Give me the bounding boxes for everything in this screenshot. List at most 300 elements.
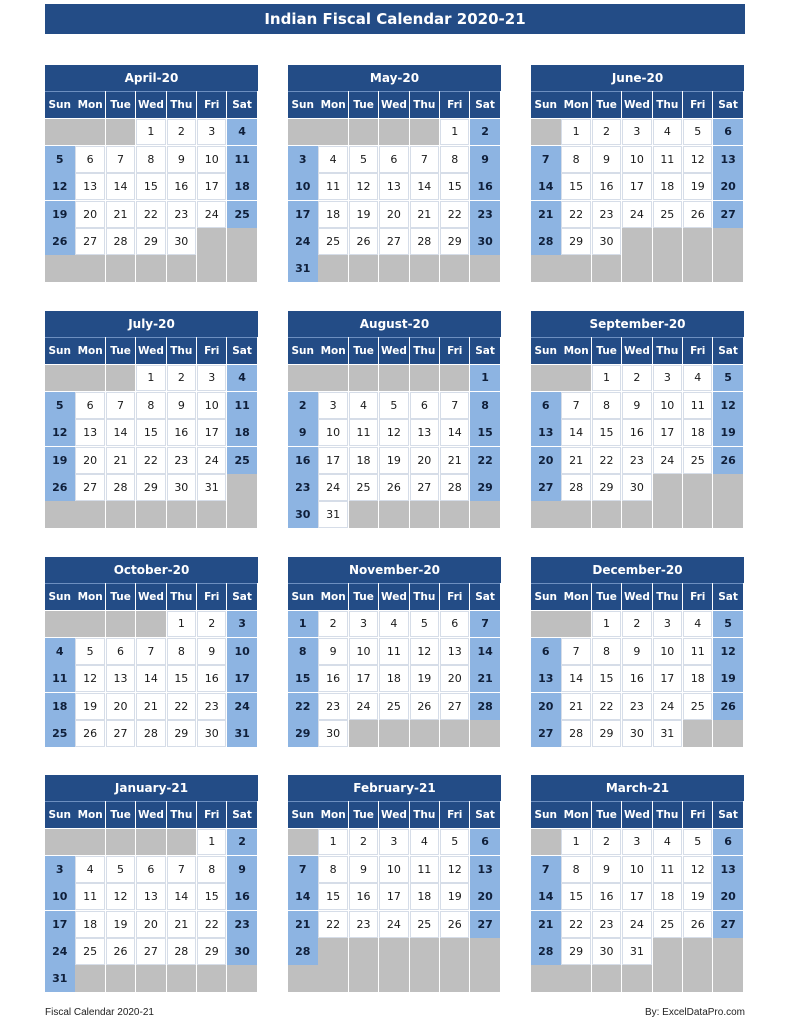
day-cell: 10 [197, 146, 227, 173]
day-cell: 27 [470, 911, 500, 938]
day-cell: 23 [288, 474, 318, 501]
day-cell: 19 [410, 665, 440, 692]
day-cell: 16 [288, 447, 318, 474]
day-cell: 31 [197, 474, 227, 501]
day-cell: 20 [531, 693, 561, 720]
day-cell: 7 [106, 392, 136, 419]
empty-day-cell [106, 255, 136, 282]
day-cell: 3 [197, 365, 227, 392]
empty-day-cell [561, 255, 591, 282]
day-cell: 9 [288, 419, 318, 446]
empty-day-cell [318, 965, 348, 992]
empty-day-cell [45, 611, 75, 638]
day-cell: 3 [653, 365, 683, 392]
day-cell: 18 [75, 911, 105, 938]
weekday-header-row [45, 583, 258, 610]
day-cell: 28 [288, 938, 318, 965]
day-cell: 13 [75, 419, 105, 446]
day-cell: 18 [227, 419, 257, 446]
day-cell: 2 [197, 611, 227, 638]
day-cell: 17 [379, 883, 409, 910]
day-cell: 8 [136, 392, 166, 419]
month-calendar [531, 311, 744, 528]
week-row [288, 828, 501, 855]
empty-day-cell [349, 720, 379, 747]
empty-day-cell [106, 119, 136, 146]
day-cell: 12 [45, 173, 75, 200]
day-cell: 25 [75, 938, 105, 965]
empty-day-cell [379, 965, 409, 992]
day-cell: 25 [683, 693, 713, 720]
weekday-label: Tue [106, 337, 136, 364]
weekday-label: Fri [683, 337, 713, 364]
month-title: January-21 [45, 775, 258, 801]
day-cell: 11 [683, 392, 713, 419]
day-cell: 9 [622, 392, 652, 419]
day-cell: 26 [106, 938, 136, 965]
day-cell: 30 [622, 474, 652, 501]
day-cell: 28 [136, 720, 166, 747]
day-cell: 11 [683, 638, 713, 665]
empty-day-cell [440, 365, 470, 392]
week-row [288, 883, 501, 910]
day-cell: 28 [167, 938, 197, 965]
weekday-label: Wed [379, 337, 409, 364]
day-cell: 12 [713, 392, 743, 419]
day-cell: 25 [318, 228, 348, 255]
weekday-label: Sun [45, 801, 75, 828]
month-calendar [288, 65, 501, 282]
day-cell: 28 [531, 938, 561, 965]
empty-day-cell [440, 255, 470, 282]
day-cell: 1 [197, 829, 227, 856]
weekday-label: Sat [470, 91, 500, 118]
month-title: March-21 [531, 775, 744, 801]
weekday-label: Tue [592, 337, 622, 364]
week-row [288, 965, 501, 992]
empty-day-cell [288, 965, 318, 992]
empty-day-cell [75, 611, 105, 638]
empty-day-cell [167, 965, 197, 992]
empty-day-cell [75, 255, 105, 282]
empty-day-cell [197, 965, 227, 992]
day-cell: 3 [227, 611, 257, 638]
weekday-label: Sat [227, 583, 257, 610]
day-cell: 8 [561, 856, 591, 883]
week-row [531, 965, 744, 992]
day-cell: 29 [561, 228, 591, 255]
weekday-label: Sat [227, 801, 257, 828]
empty-day-cell [197, 255, 227, 282]
day-cell: 16 [318, 665, 348, 692]
day-cell: 10 [622, 146, 652, 173]
empty-day-cell [713, 965, 743, 992]
weekday-label: Thu [653, 583, 683, 610]
week-row [45, 665, 258, 692]
weekday-label: Thu [653, 91, 683, 118]
day-cell: 3 [288, 146, 318, 173]
week-row [531, 665, 744, 692]
weekday-label: Tue [106, 91, 136, 118]
empty-day-cell [713, 228, 743, 255]
week-row [45, 255, 258, 282]
week-row [288, 419, 501, 446]
empty-day-cell [197, 228, 227, 255]
day-cell: 6 [379, 146, 409, 173]
empty-day-cell [713, 255, 743, 282]
day-cell: 26 [440, 911, 470, 938]
day-cell: 19 [75, 693, 105, 720]
weekday-label: Sun [531, 801, 561, 828]
day-cell: 8 [592, 638, 622, 665]
day-cell: 27 [106, 720, 136, 747]
day-cell: 8 [470, 392, 500, 419]
day-cell: 5 [106, 856, 136, 883]
day-cell: 19 [349, 201, 379, 228]
empty-day-cell [561, 501, 591, 528]
weekday-label: Sun [288, 337, 318, 364]
day-cell: 12 [440, 856, 470, 883]
day-cell: 22 [561, 911, 591, 938]
empty-day-cell [349, 938, 379, 965]
day-cell: 27 [531, 720, 561, 747]
day-cell: 28 [561, 720, 591, 747]
day-cell: 19 [713, 419, 743, 446]
day-cell: 24 [45, 938, 75, 965]
day-cell: 19 [45, 201, 75, 228]
empty-day-cell [227, 965, 257, 992]
day-cell: 20 [713, 883, 743, 910]
empty-day-cell [440, 720, 470, 747]
day-cell: 17 [197, 419, 227, 446]
day-cell: 30 [167, 474, 197, 501]
day-cell: 25 [227, 447, 257, 474]
month-title: December-20 [531, 557, 744, 583]
day-cell: 21 [167, 911, 197, 938]
empty-day-cell [683, 255, 713, 282]
empty-day-cell [379, 720, 409, 747]
day-cell: 14 [531, 883, 561, 910]
day-cell: 15 [136, 419, 166, 446]
day-cell: 13 [531, 665, 561, 692]
day-cell: 18 [45, 693, 75, 720]
day-cell: 3 [318, 392, 348, 419]
weekday-label: Sun [45, 337, 75, 364]
empty-day-cell [227, 255, 257, 282]
day-cell: 31 [318, 501, 348, 528]
weekday-label: Sat [713, 337, 743, 364]
day-cell: 17 [318, 447, 348, 474]
empty-day-cell [75, 365, 105, 392]
day-cell: 5 [683, 119, 713, 146]
day-cell: 5 [713, 611, 743, 638]
day-cell: 30 [592, 228, 622, 255]
day-cell: 23 [592, 911, 622, 938]
day-cell: 21 [106, 201, 136, 228]
day-cell: 9 [167, 146, 197, 173]
day-cell: 6 [410, 392, 440, 419]
day-cell: 5 [379, 392, 409, 419]
empty-day-cell [531, 119, 561, 146]
weekday-label: Fri [440, 91, 470, 118]
day-cell: 4 [653, 119, 683, 146]
weekday-label: Thu [410, 91, 440, 118]
empty-day-cell [75, 119, 105, 146]
week-row [531, 255, 744, 282]
day-cell: 14 [288, 883, 318, 910]
week-row [45, 883, 258, 910]
day-cell: 19 [379, 447, 409, 474]
day-cell: 10 [653, 638, 683, 665]
day-cell: 9 [349, 856, 379, 883]
weekday-label: Thu [167, 337, 197, 364]
day-cell: 4 [683, 365, 713, 392]
weekday-header-row [531, 583, 744, 610]
weekday-label: Wed [622, 801, 652, 828]
day-cell: 7 [470, 611, 500, 638]
empty-day-cell [349, 965, 379, 992]
weekday-label: Tue [349, 583, 379, 610]
day-cell: 25 [683, 447, 713, 474]
day-cell: 20 [713, 173, 743, 200]
week-row [531, 200, 744, 227]
weekday-label: Tue [592, 91, 622, 118]
day-cell: 24 [622, 201, 652, 228]
weekday-label: Sat [470, 801, 500, 828]
day-cell: 25 [653, 911, 683, 938]
weekday-label: Tue [106, 583, 136, 610]
week-row [288, 446, 501, 473]
day-cell: 3 [349, 611, 379, 638]
day-cell: 22 [440, 201, 470, 228]
day-cell: 14 [136, 665, 166, 692]
day-cell: 2 [167, 365, 197, 392]
day-cell: 24 [318, 474, 348, 501]
month-title: July-20 [45, 311, 258, 337]
empty-day-cell [653, 965, 683, 992]
day-cell: 10 [227, 638, 257, 665]
day-cell: 14 [531, 173, 561, 200]
day-cell: 11 [45, 665, 75, 692]
empty-day-cell [561, 611, 591, 638]
weekday-label: Wed [622, 583, 652, 610]
empty-day-cell [440, 938, 470, 965]
day-cell: 15 [440, 173, 470, 200]
weekday-header-row [531, 337, 744, 364]
day-cell: 4 [227, 365, 257, 392]
day-cell: 28 [440, 474, 470, 501]
day-cell: 31 [653, 720, 683, 747]
day-cell: 17 [653, 419, 683, 446]
day-cell: 14 [561, 665, 591, 692]
week-row [531, 828, 744, 855]
page-title: Indian Fiscal Calendar 2020-21 [45, 4, 745, 34]
day-cell: 9 [592, 856, 622, 883]
day-cell: 24 [288, 228, 318, 255]
empty-day-cell [288, 829, 318, 856]
weekday-label: Mon [75, 801, 105, 828]
day-cell: 28 [410, 228, 440, 255]
day-cell: 11 [349, 419, 379, 446]
day-cell: 9 [470, 146, 500, 173]
weekday-header-row [45, 91, 258, 118]
day-cell: 15 [561, 883, 591, 910]
day-cell: 16 [622, 419, 652, 446]
empty-day-cell [227, 228, 257, 255]
month-calendar [45, 775, 258, 992]
day-cell: 23 [349, 911, 379, 938]
empty-day-cell [470, 501, 500, 528]
day-cell: 3 [622, 829, 652, 856]
day-cell: 30 [470, 228, 500, 255]
day-cell: 12 [683, 856, 713, 883]
day-cell: 4 [410, 829, 440, 856]
day-cell: 24 [379, 911, 409, 938]
weekday-label: Thu [410, 337, 440, 364]
empty-day-cell [349, 365, 379, 392]
empty-day-cell [531, 829, 561, 856]
day-cell: 13 [410, 419, 440, 446]
empty-day-cell [653, 228, 683, 255]
day-cell: 24 [653, 447, 683, 474]
weekday-label: Mon [561, 91, 591, 118]
day-cell: 8 [561, 146, 591, 173]
week-row [288, 720, 501, 747]
day-cell: 4 [75, 856, 105, 883]
day-cell: 5 [75, 638, 105, 665]
day-cell: 21 [288, 911, 318, 938]
day-cell: 29 [592, 720, 622, 747]
empty-day-cell [470, 938, 500, 965]
day-cell: 1 [561, 119, 591, 146]
weekday-label: Thu [167, 801, 197, 828]
day-cell: 9 [622, 638, 652, 665]
empty-day-cell [227, 474, 257, 501]
day-cell: 22 [197, 911, 227, 938]
weekday-label: Thu [410, 801, 440, 828]
week-row [531, 118, 744, 145]
weekday-label: Sun [288, 801, 318, 828]
day-cell: 25 [45, 720, 75, 747]
day-cell: 30 [592, 938, 622, 965]
empty-day-cell [622, 228, 652, 255]
weekday-label: Mon [561, 583, 591, 610]
day-cell: 29 [592, 474, 622, 501]
week-row [45, 720, 258, 747]
day-cell: 13 [440, 638, 470, 665]
empty-day-cell [379, 255, 409, 282]
week-row [531, 228, 744, 255]
day-cell: 19 [440, 883, 470, 910]
day-cell: 1 [318, 829, 348, 856]
day-cell: 15 [470, 419, 500, 446]
day-cell: 30 [167, 228, 197, 255]
day-cell: 28 [106, 228, 136, 255]
weekday-label: Mon [75, 91, 105, 118]
empty-day-cell [45, 255, 75, 282]
weekday-label: Mon [318, 337, 348, 364]
day-cell: 20 [75, 447, 105, 474]
day-cell: 19 [683, 173, 713, 200]
day-cell: 2 [470, 119, 500, 146]
weekday-label: Fri [683, 801, 713, 828]
empty-day-cell [318, 938, 348, 965]
day-cell: 24 [197, 447, 227, 474]
month-title: April-20 [45, 65, 258, 91]
day-cell: 10 [288, 173, 318, 200]
day-cell: 23 [227, 911, 257, 938]
day-cell: 8 [318, 856, 348, 883]
day-cell: 4 [379, 611, 409, 638]
day-cell: 26 [349, 228, 379, 255]
day-cell: 5 [45, 146, 75, 173]
day-cell: 21 [531, 911, 561, 938]
day-cell: 14 [410, 173, 440, 200]
weekday-label: Sat [227, 337, 257, 364]
weekday-label: Mon [75, 583, 105, 610]
day-cell: 26 [410, 693, 440, 720]
empty-day-cell [561, 965, 591, 992]
weekday-label: Sat [470, 583, 500, 610]
day-cell: 15 [592, 419, 622, 446]
month-title: June-20 [531, 65, 744, 91]
empty-day-cell [531, 965, 561, 992]
day-cell: 23 [622, 693, 652, 720]
day-cell: 24 [622, 911, 652, 938]
day-cell: 18 [349, 447, 379, 474]
weekday-label: Wed [622, 337, 652, 364]
empty-day-cell [106, 501, 136, 528]
day-cell: 10 [318, 419, 348, 446]
day-cell: 12 [45, 419, 75, 446]
day-cell: 3 [45, 856, 75, 883]
week-row [288, 692, 501, 719]
day-cell: 4 [653, 829, 683, 856]
empty-day-cell [410, 501, 440, 528]
day-cell: 9 [318, 638, 348, 665]
day-cell: 6 [470, 829, 500, 856]
day-cell: 29 [136, 474, 166, 501]
day-cell: 25 [653, 201, 683, 228]
week-row [45, 855, 258, 882]
empty-day-cell [592, 965, 622, 992]
day-cell: 12 [713, 638, 743, 665]
day-cell: 16 [227, 883, 257, 910]
day-cell: 29 [470, 474, 500, 501]
empty-day-cell [106, 965, 136, 992]
day-cell: 6 [75, 146, 105, 173]
day-cell: 17 [653, 665, 683, 692]
week-row [45, 145, 258, 172]
day-cell: 4 [45, 638, 75, 665]
day-cell: 23 [470, 201, 500, 228]
month-title: October-20 [45, 557, 258, 583]
week-row [288, 501, 501, 528]
weekday-label: Tue [349, 91, 379, 118]
week-row [531, 938, 744, 965]
day-cell: 24 [349, 693, 379, 720]
day-cell: 16 [167, 419, 197, 446]
day-cell: 17 [227, 665, 257, 692]
day-cell: 27 [713, 911, 743, 938]
day-cell: 12 [75, 665, 105, 692]
weekday-label: Fri [440, 801, 470, 828]
month-calendar [288, 775, 501, 992]
weekday-label: Sun [531, 337, 561, 364]
weekday-label: Thu [410, 583, 440, 610]
day-cell: 16 [592, 883, 622, 910]
weekday-label: Mon [318, 583, 348, 610]
